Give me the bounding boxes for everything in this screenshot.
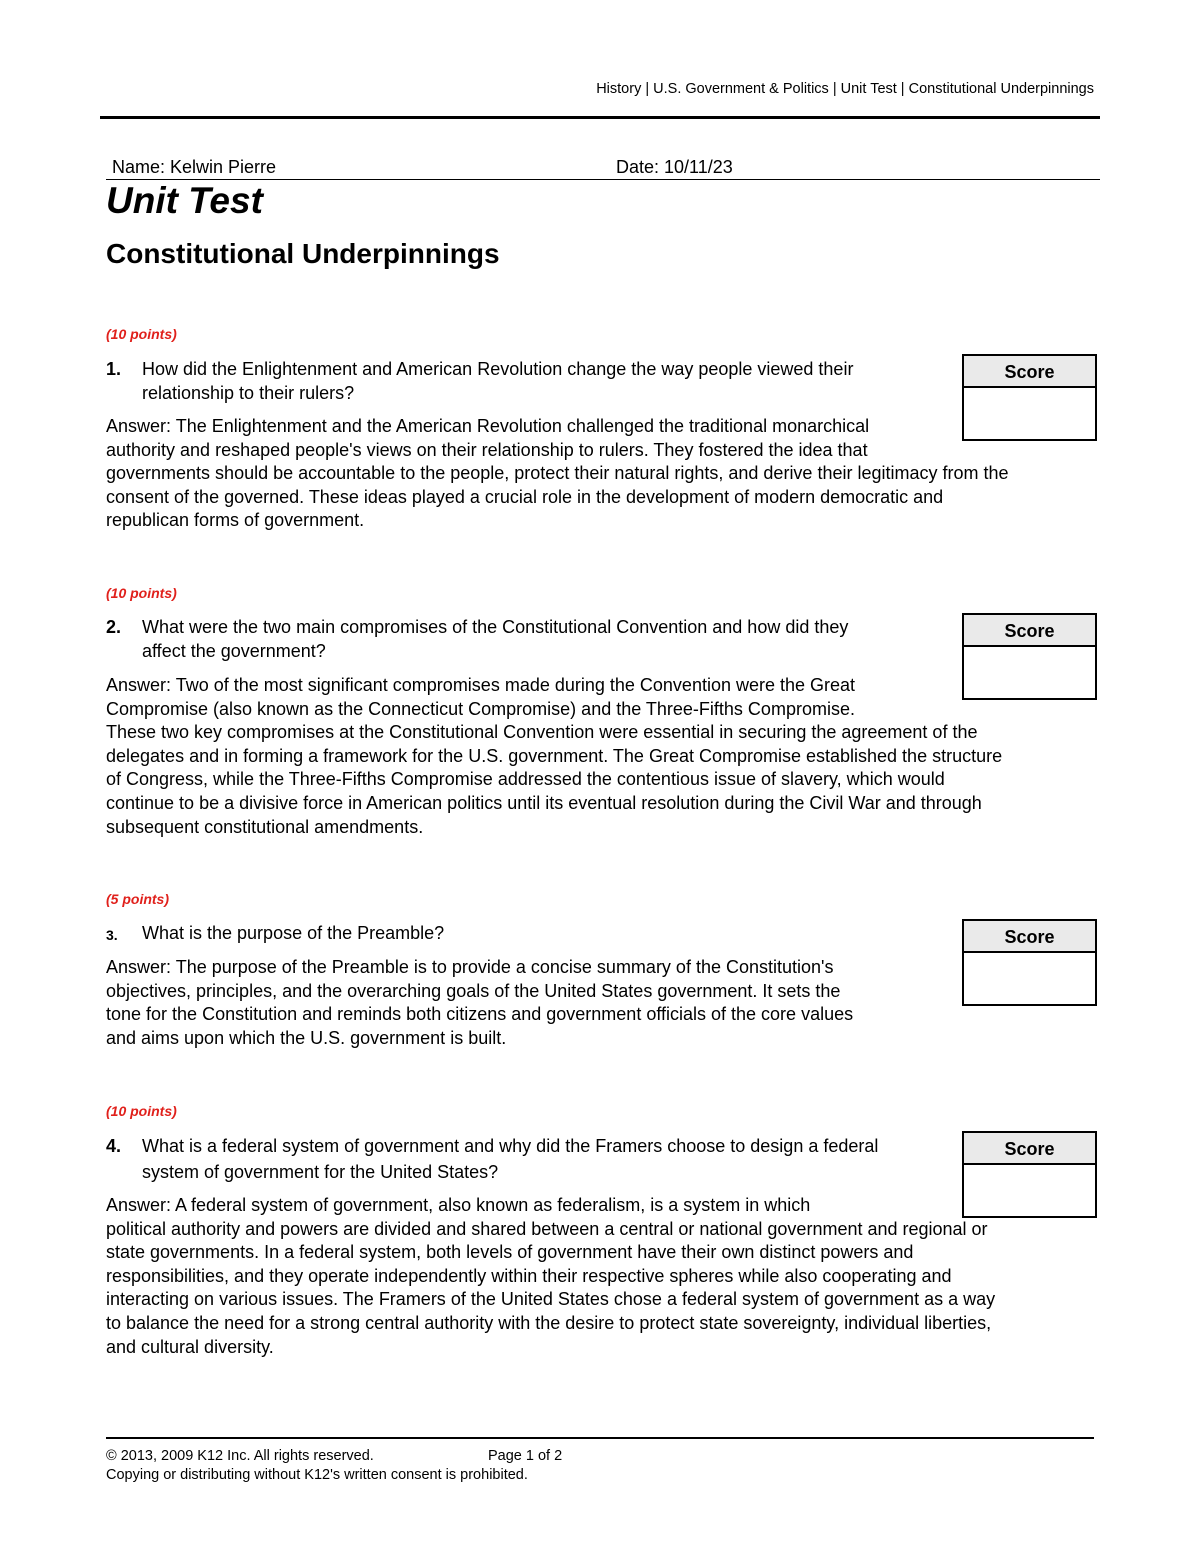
question-line: affect the government?: [142, 641, 326, 661]
page-title: Unit Test: [106, 180, 263, 221]
answer-line: republican forms of government.: [106, 510, 365, 531]
footer-page-number: Page 1 of 2: [488, 1448, 563, 1464]
answer-line: Answer: The purpose of the Preamble is to provide a concise summary of the Constitution's: [106, 957, 834, 977]
answer: [106, 956, 853, 1050]
answer-line: and cultural diversity.: [106, 1336, 274, 1357]
answer-line: to balance the need for a strong central authority with the desire to protect state sovereignty, individual liberties,: [106, 1312, 992, 1333]
question: [106, 1133, 878, 1185]
answer-line: state governments. In a federal system, both levels of government have their own distinct powers and: [106, 1242, 914, 1263]
answer-line: Answer: The Enlightenment and the American Revolution challenged the traditional monarchical: [106, 416, 870, 436]
question-points: (10 points): [106, 585, 177, 601]
answer-line: governments should be accountable to the people, protect their natural rights, and derive their legitimacy from the: [106, 463, 1009, 484]
answer-line: Compromise (also known as the Connecticut Compromise) and the Three-Fifths Compromise.: [106, 698, 855, 719]
answer: [106, 1194, 995, 1359]
answer-line: Answer: Two of the most significant compromises made during the Convention were the Great: [106, 675, 856, 695]
test-date: Date: 10/11/23: [616, 157, 733, 177]
question-line: system of government for the United States?: [142, 1162, 499, 1182]
breadcrumb: History | U.S. Government & Politics | Unit Test | Constitutional Underpinnings: [596, 81, 1094, 97]
page-subtitle: Constitutional Underpinnings: [106, 238, 500, 269]
footer-copyright: © 2013, 2009 K12 Inc. All rights reserved.: [106, 1448, 374, 1464]
question: [106, 357, 853, 405]
question-line: relationship to their rulers?: [142, 383, 355, 403]
answer: [106, 674, 1002, 839]
answer: [106, 415, 1009, 533]
question-line: What is a federal system of government and why did the Framers choose to design a federal: [142, 1136, 879, 1156]
answer-line: and aims upon which the U.S. government is built.: [106, 1027, 507, 1048]
question-number: 4.: [106, 1136, 122, 1156]
answer-line: responsibilities, and they operate independently within their respective spheres while also cooperating and: [106, 1265, 952, 1286]
question: [106, 615, 848, 663]
answer-line: tone for the Constitution and reminds both citizens and government officials of the core values: [106, 1004, 854, 1025]
question-number: 1.: [106, 359, 122, 379]
question-points: (10 points): [106, 1103, 177, 1119]
score-label: Score: [964, 356, 1095, 388]
answer-line: These two key compromises at the Constitutional Convention were essential in securing the agreement of the: [106, 722, 978, 743]
score-box[interactable]: [962, 919, 1097, 1006]
question-points: (5 points): [106, 891, 169, 907]
score-label: Score: [964, 615, 1095, 647]
answer-line: continue to be a divisive force in American politics until its eventual resolution during the Civil War and through: [106, 792, 982, 813]
student-name: Name: Kelwin Pierre: [112, 157, 277, 177]
answer-line: delegates and in forming a framework for the U.S. government. The Great Compromise established the structure: [106, 745, 1003, 766]
footer-notice: Copying or distributing without K12's written consent is prohibited.: [106, 1467, 528, 1483]
footer-rule: [106, 1437, 1094, 1439]
question-number: 2.: [106, 617, 122, 637]
question: [106, 921, 444, 945]
question-line: What were the two main compromises of the Constitutional Convention and how did they: [142, 617, 849, 637]
answer-line: consent of the governed. These ideas played a crucial role in the development of modern democratic and: [106, 486, 944, 507]
question-line: How did the Enlightenment and American Revolution change the way people viewed their: [142, 359, 854, 379]
score-label: Score: [964, 921, 1095, 953]
question-number: 3.: [106, 927, 118, 943]
answer-line: interacting on various issues. The Framers of the United States chose a federal system of government as a way: [106, 1289, 996, 1310]
answer-line: of Congress, while the Three-Fifths Compromise addressed the contentious issue of slavery, which would: [106, 769, 945, 790]
score-label: Score: [964, 1133, 1095, 1165]
answer-line: objectives, principles, and the overarching goals of the United States government. It sets the: [106, 980, 841, 1001]
header-rule: [100, 116, 1100, 119]
answer-line: political authority and powers are divided and shared between a central or national government and regional or: [106, 1218, 988, 1239]
answer-line: subsequent constitutional amendments.: [106, 816, 424, 837]
question-line: What is the purpose of the Preamble?: [142, 923, 445, 943]
answer-line: Answer: A federal system of government, also known as federalism, is a system in which: [106, 1195, 811, 1215]
answer-line: authority and reshaped people's views on their relationship to rulers. They fostered the idea that: [106, 439, 868, 460]
question-points: (10 points): [106, 326, 177, 342]
